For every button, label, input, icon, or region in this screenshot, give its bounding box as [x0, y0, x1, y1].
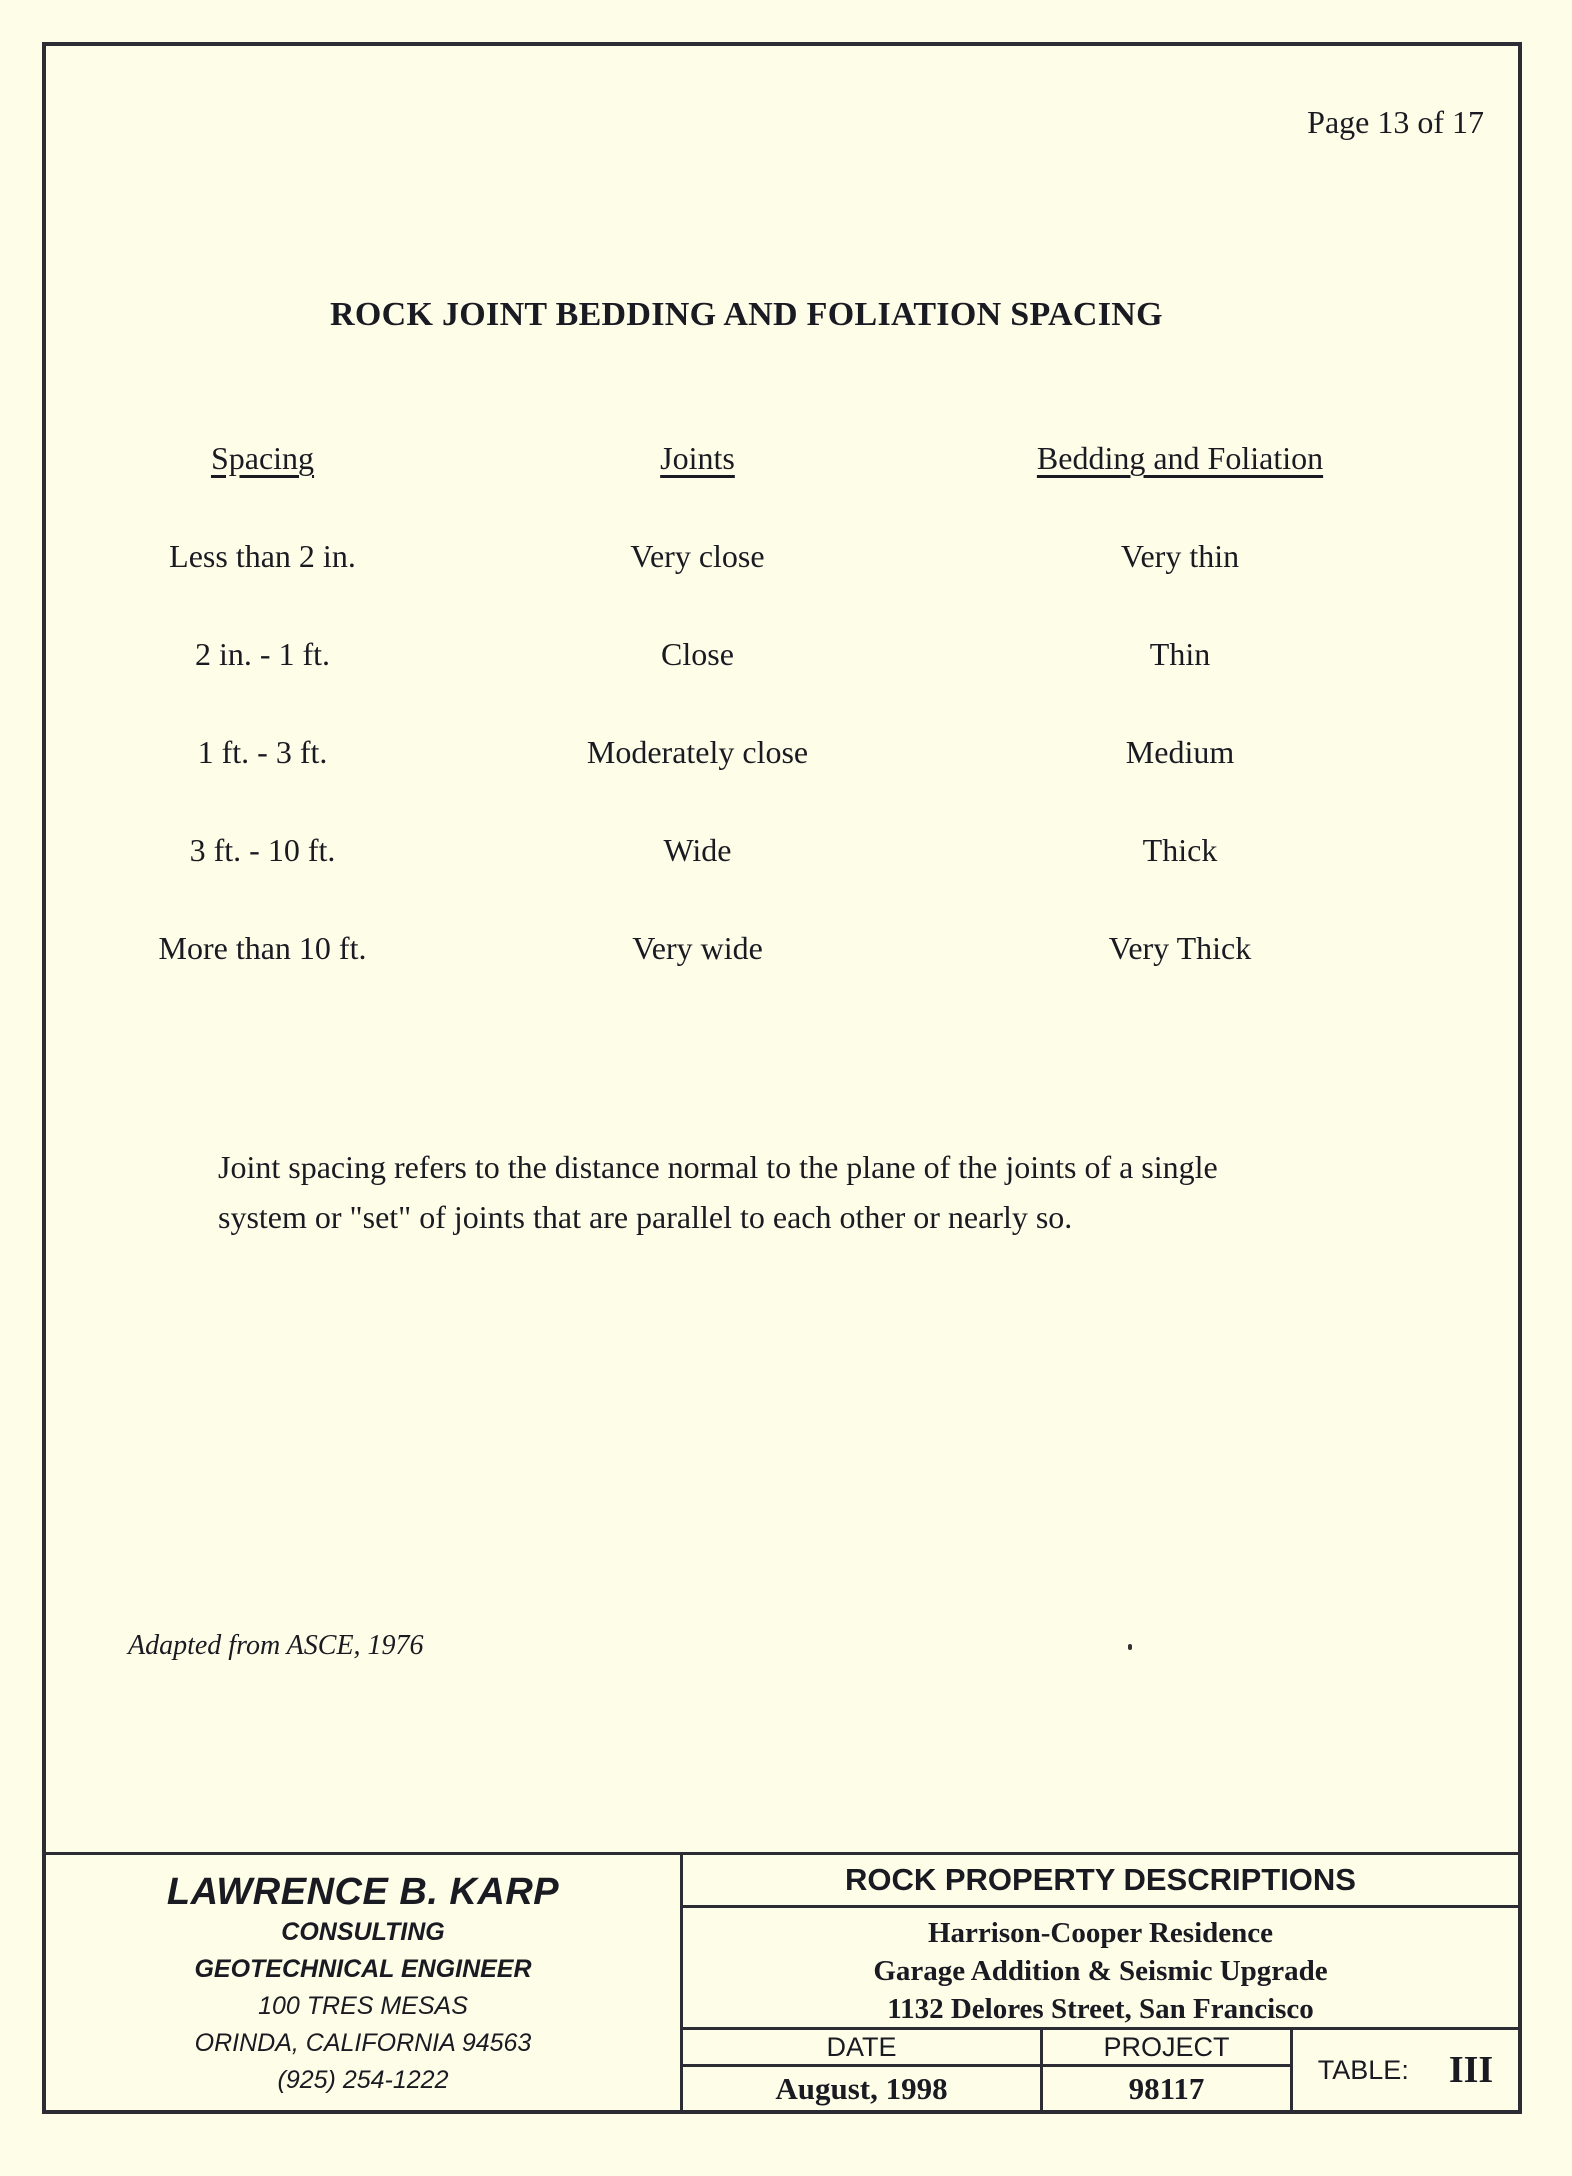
project-scope: Garage Addition & Seismic Upgrade	[873, 1955, 1328, 1987]
note-line: system or "set" of joints that are parallel to each other or nearly so.	[218, 1199, 1073, 1235]
cell-joints: Moderately close	[586, 734, 809, 770]
cell-bedding: Very thin	[1120, 538, 1240, 574]
project-address: 1132 Delores Street, San Francisco	[887, 1993, 1314, 2025]
firm-address-city: ORINDA, CALIFORNIA 94563	[194, 2029, 532, 2057]
title-block	[46, 1852, 1518, 2110]
source-citation: Adapted from ASCE, 1976	[128, 1630, 424, 1661]
header-joints: Joints	[660, 440, 735, 476]
table-header-row	[90, 440, 1400, 538]
document-title: ROCK JOINT BEDDING AND FOLIATION SPACING	[330, 296, 1163, 333]
table-row	[90, 636, 1400, 734]
sheet-meta-row	[683, 2030, 1518, 2110]
project-label: PROJECT	[1043, 2030, 1290, 2067]
table-row	[90, 930, 1400, 1028]
firm-address-street: 100 TRES MESAS	[258, 1992, 468, 2020]
table-row	[90, 538, 1400, 636]
header-bedding-foliation: Bedding and Foliation	[1036, 440, 1324, 476]
cell-bedding: Thick	[1142, 832, 1218, 868]
firm-consulting: CONSULTING	[281, 1918, 445, 1946]
joint-spacing-note	[218, 1142, 1338, 1242]
cell-joints: Very wide	[632, 930, 763, 966]
date-cell	[683, 2030, 1043, 2110]
table-label: TABLE:	[1317, 2054, 1409, 2085]
cell-spacing: 2 in. - 1 ft.	[194, 636, 331, 672]
date-value: August, 1998	[775, 2071, 948, 2106]
table-row	[90, 832, 1400, 930]
cell-joints: Wide	[663, 832, 732, 868]
firm-phone: (925) 254-1222	[277, 2066, 449, 2094]
scan-speck	[1128, 1644, 1132, 1650]
firm-name: LAWRENCE B. KARP	[166, 1871, 560, 1913]
table-number-cell	[1293, 2030, 1518, 2110]
page-border	[42, 42, 1522, 2114]
cell-joints: Close	[661, 636, 734, 672]
cell-bedding: Medium	[1125, 734, 1235, 770]
table-number: III	[1448, 2049, 1494, 2091]
firm-info	[46, 1855, 683, 2110]
cell-bedding: Thin	[1149, 636, 1211, 672]
sheet-info	[683, 1855, 1518, 2110]
cell-spacing: 3 ft. - 10 ft.	[189, 832, 336, 868]
firm-profession: GEOTECHNICAL ENGINEER	[194, 1955, 532, 1983]
cell-spacing: 1 ft. - 3 ft.	[197, 734, 328, 770]
cell-joints: Very close	[630, 538, 765, 574]
project-name: Harrison-Cooper Residence	[928, 1917, 1273, 1949]
cell-bedding: Very Thick	[1108, 930, 1252, 966]
cell-spacing: Less than 2 in.	[169, 538, 356, 574]
sheet-title: ROCK PROPERTY DESCRIPTIONS	[683, 1855, 1518, 1908]
date-label: DATE	[683, 2030, 1040, 2067]
table-row	[90, 734, 1400, 832]
spacing-table	[90, 440, 1400, 1028]
cell-spacing: More than 10 ft.	[158, 930, 367, 966]
project-number: 98117	[1128, 2071, 1205, 2106]
page-number: Page 13 of 17	[1307, 104, 1484, 140]
project-details	[683, 1908, 1518, 2030]
header-spacing: Spacing	[210, 440, 315, 476]
project-number-cell	[1043, 2030, 1293, 2110]
note-line: Joint spacing refers to the distance normal to the plane of the joints of a single	[218, 1149, 1218, 1185]
